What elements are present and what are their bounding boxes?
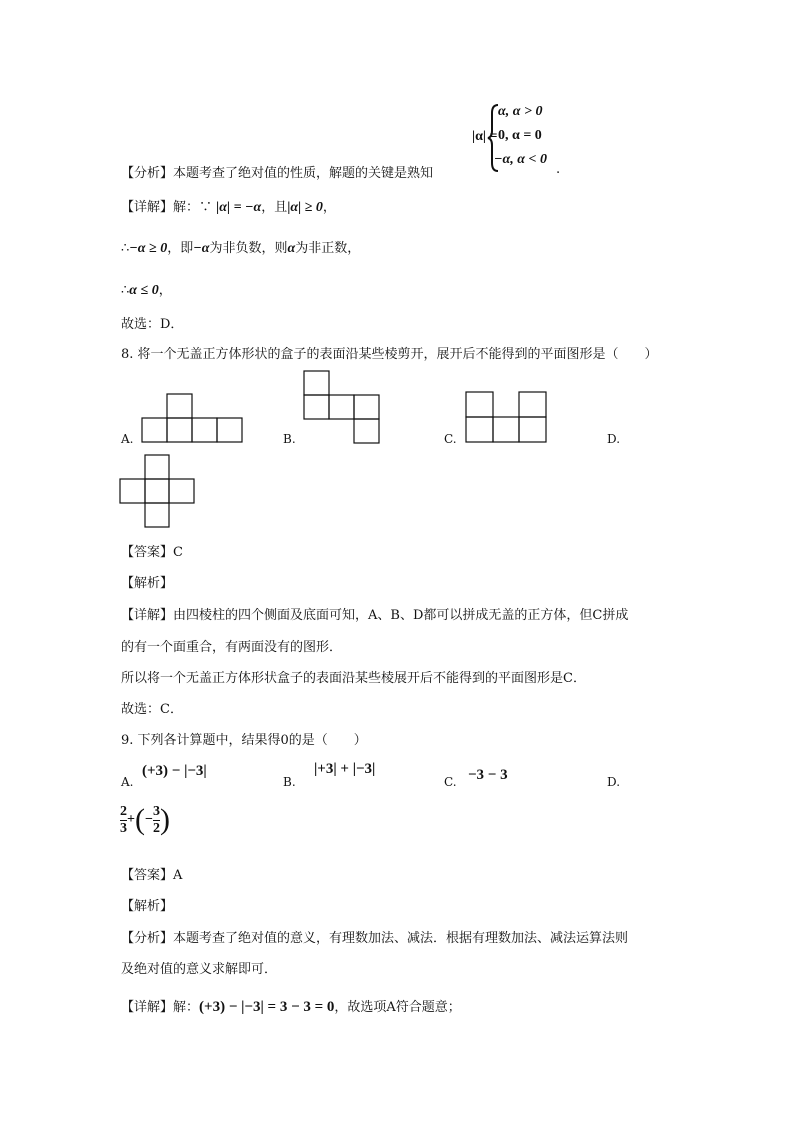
paren-open: ( <box>134 803 145 836</box>
numerator: 2 <box>120 803 127 819</box>
line2-end: 为非正数， <box>295 241 361 256</box>
paren-close: ) <box>159 803 170 836</box>
detail-expr-1: |α| = −α <box>216 200 262 215</box>
detail-end: ， <box>322 200 336 215</box>
detail-tag: 【详解】 <box>121 608 174 623</box>
analysis-period: . <box>556 162 561 177</box>
fraction-three-halves <box>153 804 160 837</box>
net-b-figure <box>304 371 382 445</box>
detail-prefix: 解：∵ <box>173 200 213 215</box>
q8-detail-line-2: 的有一个面重合，有两面没有的图形． <box>121 640 343 655</box>
detail-mid: ，且 <box>261 200 288 215</box>
net-a-figure <box>142 394 244 444</box>
detail-text-1: 由四棱柱的四个侧面及底面可知，A、B、D都可以拼成无盖的正方体，但C拼成 <box>173 608 629 623</box>
piecewise-row-2: 0, α = 0 <box>498 128 542 143</box>
q7-choice: 故选：D． <box>121 317 184 332</box>
minus-sign: − <box>144 812 153 827</box>
detail-prefix: 解： <box>173 1000 200 1015</box>
detail-end: ，故选项A符合题意； <box>334 1000 461 1015</box>
line3-end: ， <box>158 283 172 298</box>
detail-expr-2: |α| ≥ 0 <box>287 200 323 215</box>
line2-mid-2: 为非负数，则 <box>209 241 288 256</box>
detail-expr: (+3) − |−3| = 3 − 3 = 0 <box>199 999 335 1015</box>
plus-sign: + <box>127 812 135 827</box>
q8-detail-line-3: 所以将一个无盖正方体形状盒子的表面沿某些棱展开后不能得到的平面图形是C． <box>121 671 586 686</box>
denominator: 2 <box>152 820 160 836</box>
q9-question: 9. 下列各计算题中，结果得0的是（ ） <box>121 733 367 748</box>
q8-option-d-label: D. <box>607 432 621 446</box>
analysis-text-1: 本题考查了绝对值的意义，有理数加法、减法．根据有理数加法、减法运算法则 <box>173 931 629 946</box>
therefore-2: ∴ <box>121 283 130 298</box>
q7-line-2 <box>121 237 360 257</box>
piecewise-lhs: |α| = <box>472 129 498 144</box>
analysis-tag: 【分析】 <box>121 166 174 181</box>
line2-expr-1: −α ≥ 0 <box>129 241 168 256</box>
q9-option-d-expr <box>120 803 170 837</box>
fraction-two-thirds <box>120 804 127 837</box>
answer-value: C <box>173 545 183 560</box>
line2-expr-2: −α <box>193 241 210 256</box>
numerator: 3 <box>152 803 160 819</box>
q9-option-a-expr: (+3) − |−3| <box>142 763 207 779</box>
analysis-text: 本题考查了绝对值的性质，解题的关键是熟知 <box>173 166 434 181</box>
answer-value: A <box>173 868 183 883</box>
q9-option-d-label: D. <box>607 775 621 789</box>
q9-option-a-label: A. <box>121 775 134 789</box>
detail-tag: 【详解】 <box>121 1000 174 1015</box>
q8-answer <box>121 541 183 560</box>
piecewise-row-3: −α, α < 0 <box>494 152 547 167</box>
line2-mid-1: ，即 <box>167 241 194 256</box>
line3-expr: α ≤ 0 <box>129 283 159 298</box>
q9-option-b-expr: |+3| + |−3| <box>314 761 376 777</box>
q9-explain-tag: 【解析】 <box>121 899 174 914</box>
q9-answer <box>121 864 182 883</box>
q9-option-c-expr: −3 − 3 <box>468 767 508 783</box>
q9-detail-line <box>121 996 461 1016</box>
net-d-figure <box>120 455 196 529</box>
q8-detail-line-1 <box>121 604 628 623</box>
q9-option-c-label: C. <box>444 775 457 789</box>
detail-tag: 【详解】 <box>121 200 174 215</box>
q9-option-b-label: B. <box>283 775 296 789</box>
piecewise-row-1: α, α > 0 <box>498 104 543 119</box>
q9-analysis-line-1 <box>121 927 628 946</box>
q8-choice: 故选：C． <box>121 702 183 717</box>
q8-option-b-label: B. <box>283 432 296 446</box>
q7-line-3 <box>121 279 172 299</box>
q8-explain-tag: 【解析】 <box>121 576 174 591</box>
therefore-1: ∴ <box>121 241 130 256</box>
q7-detail-line <box>121 196 336 216</box>
line2-expr-3: α <box>287 241 296 256</box>
denominator: 3 <box>120 820 127 836</box>
q8-option-a-label: A. <box>121 432 134 446</box>
net-c-figure <box>466 392 548 444</box>
q8-option-c-label: C. <box>444 432 457 446</box>
answer-tag: 【答案】 <box>121 868 174 883</box>
q7-analysis-line <box>121 162 433 181</box>
q9-analysis-line-2: 及绝对值的意义求解即可． <box>121 962 278 977</box>
q8-question: 8. 将一个无盖正方体形状的盒子的表面沿某些棱剪开，展开后不能得到的平面图形是（ ） <box>121 347 658 362</box>
answer-tag: 【答案】 <box>121 545 174 560</box>
analysis-tag: 【分析】 <box>121 931 174 946</box>
